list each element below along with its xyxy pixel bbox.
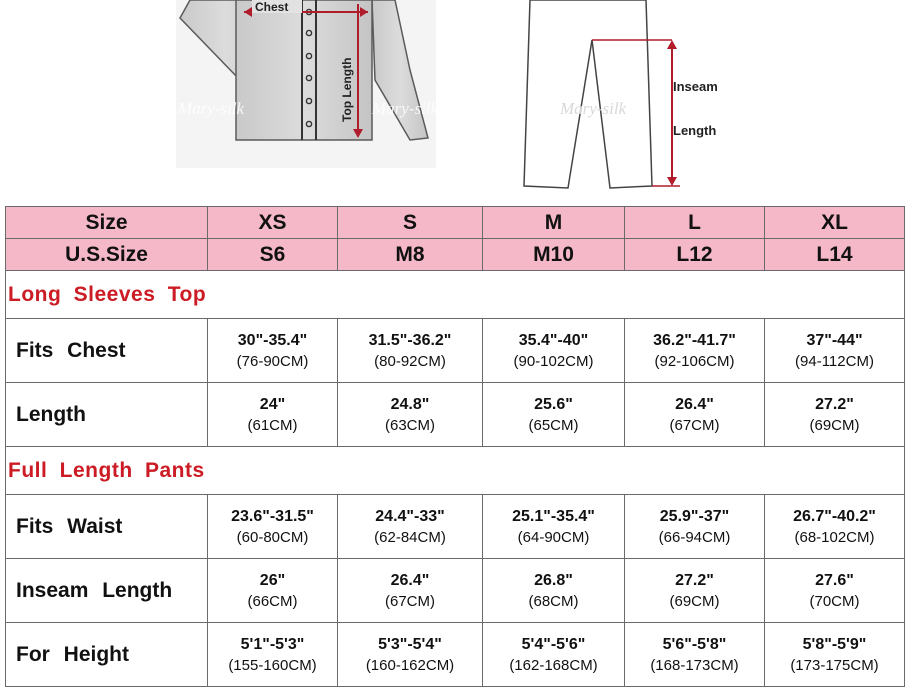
table-cell: 24.8" (63CM) bbox=[338, 383, 483, 447]
table-cell: 26.4" (67CM) bbox=[338, 559, 483, 623]
us-size-xl: L14 bbox=[765, 239, 905, 271]
table-cell: 26.4" (67CM) bbox=[625, 383, 765, 447]
size-header-label: Size bbox=[6, 207, 208, 239]
us-size-header-row bbox=[6, 239, 905, 271]
table-row bbox=[6, 319, 905, 383]
table-cell: 24" (61CM) bbox=[208, 383, 338, 447]
table-cell: 27.2" (69CM) bbox=[765, 383, 905, 447]
chest-label: Chest bbox=[255, 0, 289, 14]
table-cell: 36.2"-41.7" (92-106CM) bbox=[625, 319, 765, 383]
watermark: Mary-silk bbox=[178, 99, 245, 118]
table-cell: 24.4"-33" (62-84CM) bbox=[338, 495, 483, 559]
table-cell: 5'8"-5'9" (173-175CM) bbox=[765, 623, 905, 687]
us-size-header-label: U.S.Size bbox=[6, 239, 208, 271]
inseam-label: Inseam bbox=[673, 79, 718, 94]
us-size-s: M8 bbox=[338, 239, 483, 271]
table-cell: 26" (66CM) bbox=[208, 559, 338, 623]
size-l: L bbox=[625, 207, 765, 239]
row-label: Inseam Length bbox=[6, 559, 208, 623]
watermark: Mary-silk bbox=[372, 99, 439, 118]
garment-illustration bbox=[0, 0, 908, 200]
table-cell: 31.5"-36.2" (80-92CM) bbox=[338, 319, 483, 383]
table-cell: 5'4"-5'6" (162-168CM) bbox=[483, 623, 625, 687]
table-cell: 27.2" (69CM) bbox=[625, 559, 765, 623]
length-label: Length bbox=[673, 123, 717, 138]
us-size-xs: S6 bbox=[208, 239, 338, 271]
watermark: Mary-silk bbox=[560, 99, 627, 118]
table-cell: 25.6" (65CM) bbox=[483, 383, 625, 447]
size-chart-table bbox=[5, 206, 905, 687]
section-title-row bbox=[6, 447, 905, 495]
table-row bbox=[6, 383, 905, 447]
section-title-top: Long Sleeves Top bbox=[6, 271, 905, 319]
size-xl: XL bbox=[765, 207, 905, 239]
table-cell: 37"-44" (94-112CM) bbox=[765, 319, 905, 383]
size-xs: XS bbox=[208, 207, 338, 239]
size-s: S bbox=[338, 207, 483, 239]
size-header-row bbox=[6, 207, 905, 239]
top-length-label: Top Length bbox=[340, 57, 354, 122]
table-row bbox=[6, 559, 905, 623]
pants-drawing bbox=[524, 0, 718, 188]
table-cell: 25.9"-37" (66-94CM) bbox=[625, 495, 765, 559]
table-cell: 35.4"-40" (90-102CM) bbox=[483, 319, 625, 383]
table-cell: 5'6"-5'8" (168-173CM) bbox=[625, 623, 765, 687]
table-cell: 23.6"-31.5" (60-80CM) bbox=[208, 495, 338, 559]
row-label: Fits Chest bbox=[6, 319, 208, 383]
us-size-m: M10 bbox=[483, 239, 625, 271]
row-label: Fits Waist bbox=[6, 495, 208, 559]
row-label: For Height bbox=[6, 623, 208, 687]
table-cell: 5'1"-5'3" (155-160CM) bbox=[208, 623, 338, 687]
table-cell: 30"-35.4" (76-90CM) bbox=[208, 319, 338, 383]
size-m: M bbox=[483, 207, 625, 239]
table-row bbox=[6, 495, 905, 559]
table-cell: 26.8" (68CM) bbox=[483, 559, 625, 623]
table-cell: 27.6" (70CM) bbox=[765, 559, 905, 623]
section-title-row bbox=[6, 271, 905, 319]
section-title-pants: Full Length Pants bbox=[6, 447, 905, 495]
shirt-drawing bbox=[176, 0, 439, 168]
table-cell: 26.7"-40.2" (68-102CM) bbox=[765, 495, 905, 559]
table-cell: 25.1"-35.4" (64-90CM) bbox=[483, 495, 625, 559]
us-size-l: L12 bbox=[625, 239, 765, 271]
row-label: Length bbox=[6, 383, 208, 447]
table-row bbox=[6, 623, 905, 687]
table-cell: 5'3"-5'4" (160-162CM) bbox=[338, 623, 483, 687]
